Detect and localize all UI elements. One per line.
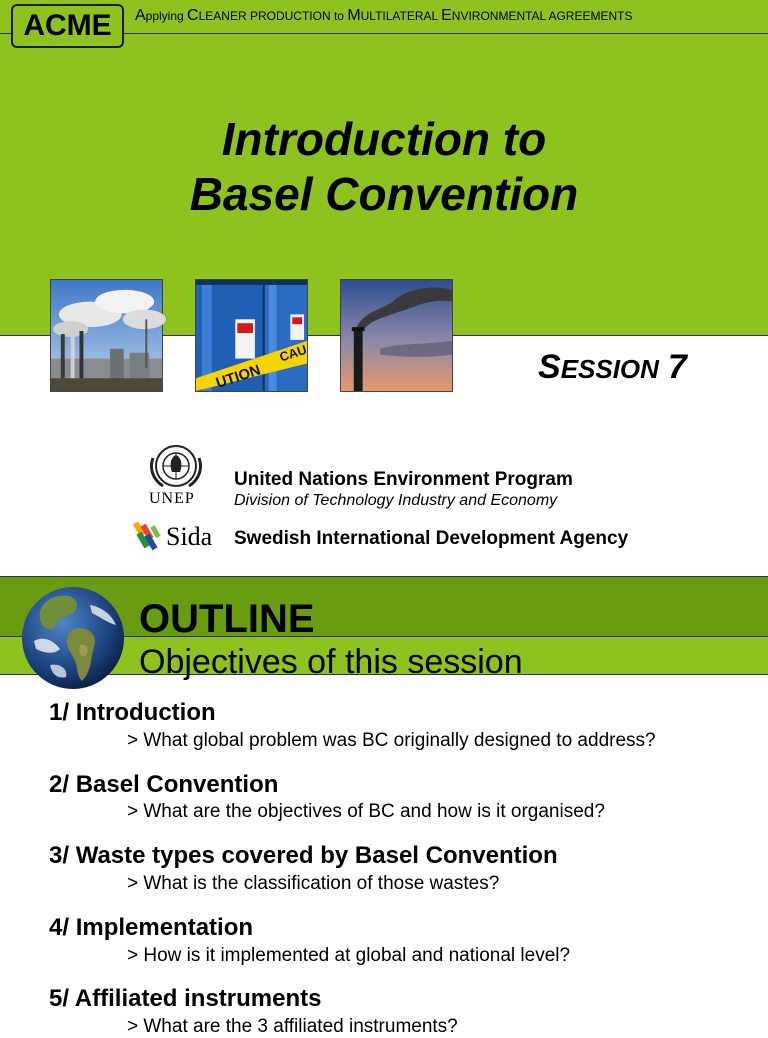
outline-title: OUTLINE xyxy=(139,597,315,641)
tagline-part: pplying xyxy=(145,9,188,23)
earth-globe-icon xyxy=(20,585,126,691)
outline-item-question: > What are the objectives of BC and how is it organised? xyxy=(127,801,605,822)
tagline-part: A xyxy=(135,7,146,24)
outline-item-1 xyxy=(49,699,656,751)
outline-subtitle: Objectives of this session xyxy=(139,643,523,681)
outline-item-number: 2/ xyxy=(49,771,70,798)
outline-item-heading xyxy=(49,985,322,1013)
outline-item-question: > How is it implemented at global and national level? xyxy=(127,945,571,966)
outline-item-heading xyxy=(49,699,216,727)
tagline-part: E xyxy=(441,7,452,24)
outline-item-heading xyxy=(49,771,278,799)
unep-org-name: United Nations Environment Program xyxy=(234,469,573,490)
outline-item-title: Affiliated instruments xyxy=(74,985,322,1012)
chimney-sunset-photo xyxy=(340,279,453,392)
sida-logo-icon xyxy=(133,520,163,552)
smokestacks-photo xyxy=(50,279,163,392)
unep-label: UNEP xyxy=(149,490,195,507)
outline-item-heading xyxy=(49,914,253,942)
svg-text:UTION: UTION xyxy=(214,362,263,392)
outline-slide xyxy=(0,576,768,1037)
chimney-sunset-image xyxy=(341,280,452,391)
waste-barrels-photo xyxy=(195,279,308,392)
tagline-part: to xyxy=(333,9,348,23)
outline-item-question: > What are the 3 affiliated instruments? xyxy=(127,1016,458,1037)
session-label xyxy=(538,348,687,387)
outline-item-2 xyxy=(49,771,605,822)
tagline-part: M xyxy=(347,7,361,24)
outline-item-5 xyxy=(49,985,458,1037)
outline-item-question: > What global problem was BC originally designed to address? xyxy=(127,730,656,751)
outline-item-4 xyxy=(49,914,571,966)
outline-item-number: 3/ xyxy=(49,842,70,869)
session-number: 7 xyxy=(667,348,687,386)
outline-item-number: 5/ xyxy=(49,985,70,1012)
outline-item-question: > What is the classification of those wastes? xyxy=(127,873,500,894)
acme-logo: ACME xyxy=(11,4,124,48)
outline-item-title: Implementation xyxy=(75,914,254,941)
smokestacks-image xyxy=(51,280,162,391)
session-initial: S xyxy=(538,348,561,386)
session-word: ESSION xyxy=(560,354,659,384)
outline-item-heading xyxy=(49,842,558,870)
waste-barrels-image xyxy=(196,280,307,391)
outline-item-title: Basel Convention xyxy=(75,771,279,798)
tagline-part: LEANER PRODUCTION xyxy=(198,9,334,23)
tagline-part: NVIRONMENTAL AGREEMENTS xyxy=(451,9,633,23)
outline-item-title: Waste types covered by Basel Convention xyxy=(75,842,558,869)
slide-title-line-1: Introduction to xyxy=(221,113,547,165)
outline-item-title: Introduction xyxy=(75,699,216,726)
sida-org-name: Swedish International Development Agency xyxy=(234,528,629,549)
tagline-part: C xyxy=(187,7,199,24)
sida-label: Sida xyxy=(166,522,213,551)
outline-item-number: 1/ xyxy=(49,699,70,726)
slide-title-line-2: Basel Convention xyxy=(189,168,579,220)
unep-division: Division of Technology Industry and Economy xyxy=(234,492,558,509)
slide-title xyxy=(0,112,768,222)
tagline-part: ULTILATERAL xyxy=(360,9,442,23)
svg-text:CAU: CAU xyxy=(277,341,309,365)
outline-item-3 xyxy=(49,842,558,894)
outline-item-number: 4/ xyxy=(49,914,70,941)
header-tagline xyxy=(135,7,632,25)
